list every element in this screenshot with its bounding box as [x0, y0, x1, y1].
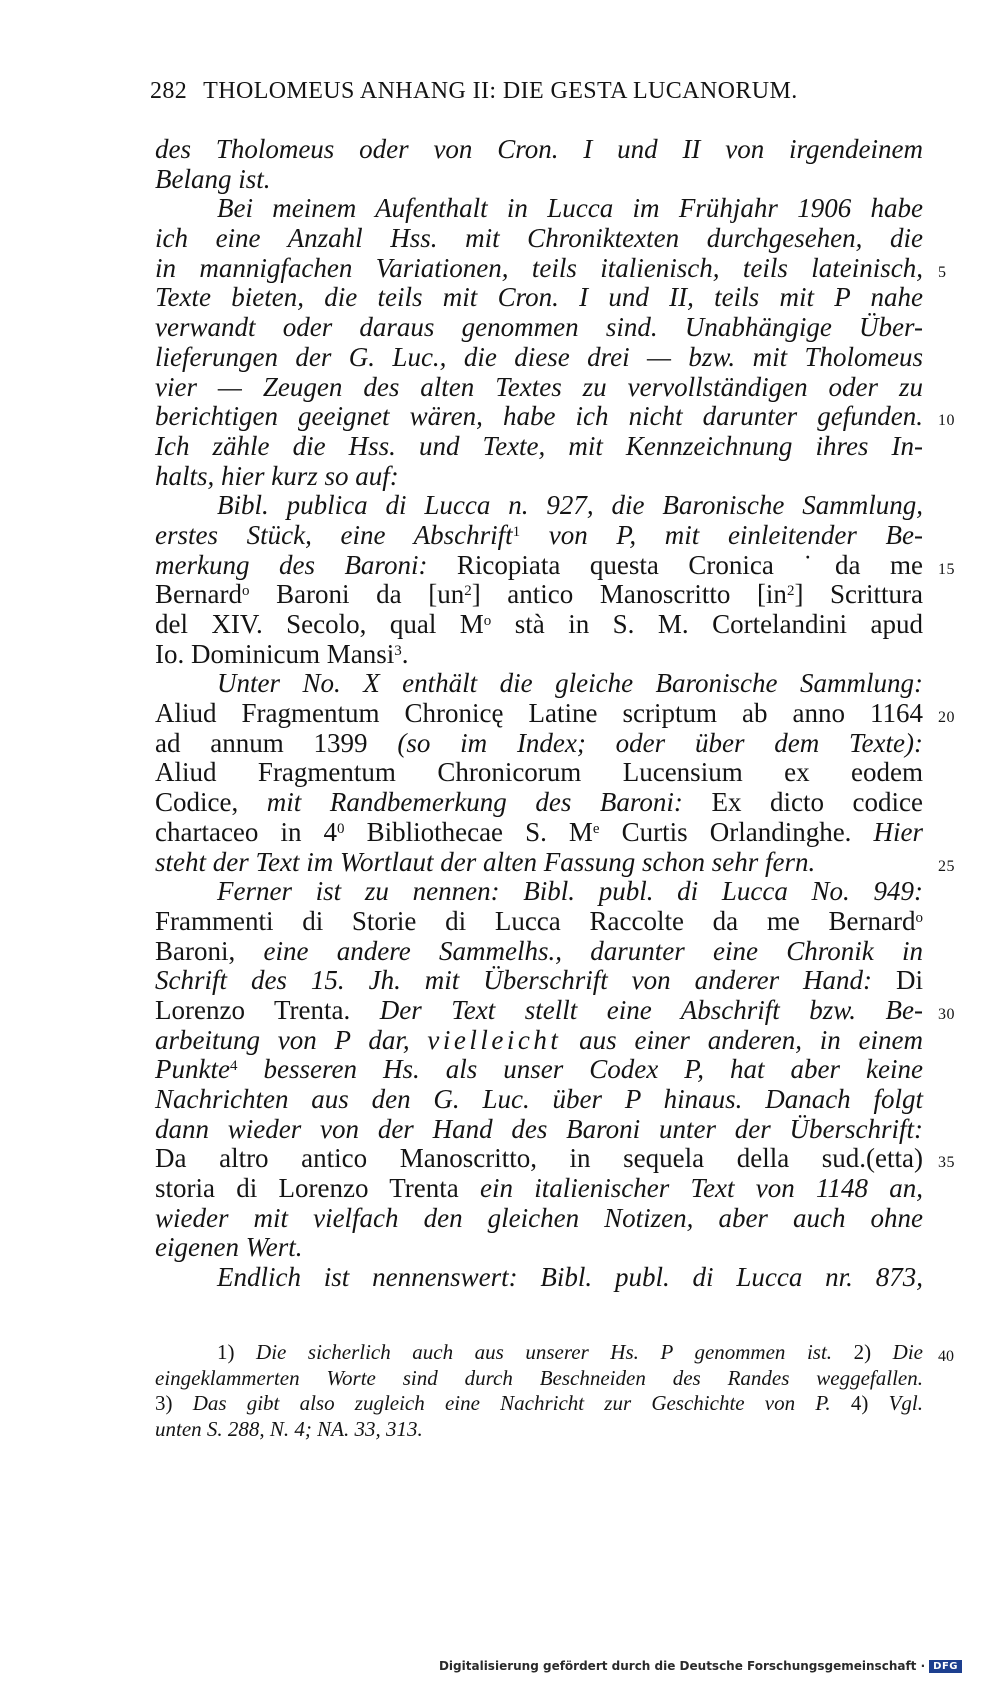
- line-text: Bei meinem Aufenthalt in Lucca im Frühjahr 1906 habe: [217, 193, 923, 224]
- superscript-mark: 2: [786, 583, 795, 600]
- line-number: 15: [938, 560, 955, 578]
- superscript-mark: o: [241, 583, 250, 600]
- text-line: [155, 818, 923, 848]
- text-run: eigenen Wert.: [155, 1232, 303, 1263]
- text-run: Hier: [873, 816, 923, 847]
- text-line: [155, 549, 955, 581]
- line-text: des Tholomeus oder von Cron. I und II von irgendeinem: [155, 134, 923, 164]
- text-line: [155, 224, 923, 254]
- text-line: [155, 1115, 923, 1145]
- text-line: [155, 669, 923, 699]
- text-line: [155, 313, 923, 343]
- line-text: Texte bieten, die teils mit Cron. I und II, teils mit P nahe: [155, 282, 923, 313]
- superscript-mark: 3: [394, 642, 402, 659]
- text-line: [155, 1055, 923, 1085]
- running-title: THOLOMEUS ANHANG II: DIE GESTA LUCANORUM.: [203, 78, 798, 104]
- text-run: Baroni da [un: [249, 579, 465, 610]
- text-run: Lorenzo Trenta.: [155, 994, 380, 1025]
- text-run: ad annum 1399: [155, 727, 398, 758]
- text-run: 4): [830, 1391, 889, 1415]
- text-run: Curtis Orlandinghe.: [599, 816, 874, 847]
- superscript-mark: e: [592, 820, 600, 837]
- text-run: eine andere Sammelhs., darunter eine Chronik in: [263, 935, 923, 966]
- text-run: Baroni,: [155, 935, 264, 966]
- line-text: berichtigen geeignet wären, habe ich nicht darunter gefunden.: [155, 401, 923, 432]
- text-run: Di: [872, 965, 923, 996]
- line-text: in mannigfachen Variationen, teils italienisch, teils lateinisch,: [155, 252, 923, 283]
- footnotes: [155, 1340, 954, 1442]
- text-run: 3): [155, 1391, 193, 1415]
- text-run: unten S. 288, N. 4; NA. 33, 313.: [155, 1416, 423, 1441]
- text-run: besseren Hs. als unser Codex P, hat aber keine: [237, 1054, 923, 1085]
- text-line: [155, 788, 923, 818]
- text-run: aus einer anderen, in einem: [561, 1024, 924, 1055]
- text-line: [155, 1204, 923, 1234]
- text-line: [155, 1233, 923, 1263]
- text-line: [155, 1026, 923, 1056]
- page-number: 282: [150, 78, 188, 104]
- text-line: [155, 491, 923, 521]
- text-run: chartaceo in 4: [155, 816, 338, 847]
- text-line: [155, 343, 923, 373]
- footnote-line: [155, 1391, 923, 1417]
- text-run: stà in S. M. Cortelandini apud: [491, 609, 923, 639]
- text-run: ein italienischer Text von 1148 an,: [480, 1173, 923, 1204]
- text-run: Da altro antico Manoscritto, in sequela della sud.(etta): [155, 1143, 923, 1174]
- line-text: halts, hier kurz so auf:: [155, 460, 399, 491]
- line-number: 40: [938, 1348, 954, 1365]
- line-number: 5: [938, 263, 947, 281]
- text-run: Der Text stellt eine Abschrift bzw. Be-: [379, 994, 924, 1025]
- superscript-mark: 2: [464, 583, 472, 600]
- text-run: Nachrichten aus den G. Luc. über P hinaus. Danach folgt: [155, 1084, 923, 1114]
- text-run: Das gibt also zugleich eine Nachricht zur Geschichte von P.: [192, 1391, 831, 1415]
- text-line: [155, 758, 923, 788]
- text-run: Schrift des 15. Jh. mit Überschrift von anderer Hand:: [155, 965, 873, 996]
- text-run: dann wieder von der Hand des Baroni unter der Überschrift:: [155, 1113, 923, 1144]
- line-text: verwandt oder daraus genommen sind. Unabhängige Über-: [155, 312, 923, 343]
- text-line: [155, 729, 923, 759]
- text-run: Bibliothecae S. M: [344, 816, 593, 847]
- text-run: 2): [832, 1340, 893, 1364]
- text-line: [155, 907, 923, 937]
- superscript-mark: 0: [337, 820, 345, 837]
- superscript-mark: 4: [229, 1058, 238, 1075]
- line-text: Ich zähle die Hss. und Texte, mit Kennzeichnung ihres In-: [155, 430, 923, 461]
- text-line: [155, 432, 923, 462]
- line-number: 25: [938, 857, 955, 875]
- text-run: Bernard: [155, 579, 242, 610]
- text-line: [155, 937, 923, 967]
- running-header: [150, 78, 798, 105]
- text-run: merkung des Baroni:: [155, 549, 457, 580]
- text-run: 1): [217, 1340, 257, 1364]
- text-run: ] antico Manoscritto [in: [471, 579, 787, 610]
- text-line: [155, 994, 955, 1026]
- text-run: Punkte: [155, 1054, 230, 1085]
- text-run: mit Randbemerkung des Baroni:: [266, 787, 683, 818]
- text-run: Ferner ist zu nennen: Bibl. publ. di Lucca No. 949:: [217, 876, 923, 907]
- footnote-line: [155, 1366, 923, 1392]
- digitization-credit: [439, 1659, 962, 1673]
- line-text: Belang ist.: [155, 163, 271, 194]
- text-run: Ex dicto codice: [682, 787, 924, 818]
- text-run: Frammenti di Storie di Lucca Raccolte da me Bernard: [155, 905, 916, 936]
- line-number: 35: [938, 1154, 955, 1172]
- text-line: [155, 698, 955, 729]
- text-run: Io. Dominicum Mansi: [155, 638, 395, 669]
- text-line: [155, 966, 923, 996]
- text-line: [155, 846, 955, 878]
- footnote-line: [155, 1417, 923, 1443]
- text-run: Unter No. X enthält die gleiche Baronische Sammlung:: [217, 668, 923, 699]
- credit-text: Digitalisierung gefördert durch die Deutsche Forschungsgemeinschaft ·: [438, 1659, 926, 1673]
- footnote-line: [155, 1340, 954, 1366]
- text-line: [155, 401, 955, 432]
- text-run: Ricopiata questa Cronica ˙da me: [456, 549, 923, 580]
- text-run: Vgl.: [888, 1391, 923, 1415]
- text-run: Codice,: [155, 787, 267, 818]
- text-run: Die sicherlich auch aus unserer Hs. P genommen ist.: [256, 1340, 833, 1364]
- text-line: [155, 1174, 923, 1204]
- text-run: Bibl. publica di Lucca n. 927, die Baronische Sammlung,: [217, 490, 923, 521]
- text-line: [155, 373, 923, 403]
- superscript-mark: 1: [512, 523, 521, 540]
- text-line: [155, 194, 923, 224]
- text-run: (so im Index; oder über dem Texte):: [397, 727, 923, 758]
- superscript-mark: o: [915, 909, 923, 926]
- text-line: [155, 521, 923, 551]
- text-run: vielleicht: [427, 1024, 562, 1055]
- main-text: [155, 134, 955, 1293]
- line-number: 20: [938, 709, 955, 727]
- text-run: .: [401, 638, 409, 669]
- line-number: 30: [938, 1005, 955, 1023]
- text-run: storia di Lorenzo Trenta: [155, 1173, 480, 1204]
- line-text: vier — Zeugen des alten Textes zu vervollständigen oder zu: [155, 371, 923, 402]
- text-run: Aliud Fragmentum Chronicę Latine scriptum ab anno 1164: [155, 698, 923, 729]
- text-run: steht der Text im Wortlaut der alten Fassung schon sehr fern.: [155, 846, 816, 877]
- text-line: [155, 1085, 923, 1115]
- text-line: [155, 135, 923, 165]
- text-line: [155, 580, 923, 610]
- text-run: erstes Stück, eine Abschrift: [155, 519, 513, 550]
- dfg-logo: DFG: [929, 1660, 962, 1673]
- line-number: 10: [938, 412, 955, 430]
- text-line: [155, 610, 923, 640]
- text-run: ] Scrittura: [794, 579, 923, 610]
- text-run: Endlich ist nennenswert: Bibl. publ. di Lucca nr. 873,: [217, 1262, 923, 1293]
- text-run: arbeitung von P dar,: [155, 1024, 428, 1055]
- text-line: [155, 640, 923, 670]
- text-line: [155, 877, 923, 907]
- text-line: [155, 462, 923, 492]
- text-line: [155, 165, 923, 195]
- text-run: Aliud Fragmentum Chronicorum Lucensium ex eodem: [155, 757, 923, 788]
- text-run: wieder mit vielfach den gleichen Notizen, aber auch ohne: [155, 1202, 923, 1233]
- superscript-mark: o: [483, 612, 492, 629]
- line-text: ich eine Anzahl Hss. mit Chroniktexten durchgesehen, die: [155, 223, 923, 254]
- text-run: von P, mit einleitender Be-: [520, 519, 924, 550]
- text-line: [155, 1143, 955, 1174]
- text-line: [155, 252, 947, 284]
- text-line: [155, 1263, 923, 1293]
- text-run: del XIV. Secolo, qual M: [155, 609, 484, 639]
- line-text: lieferungen der G. Luc., die diese drei — bzw. mit Tholomeus: [155, 341, 923, 372]
- text-run: eingeklammerten Worte sind durch Beschneiden des Randes weggefallen.: [155, 1365, 923, 1390]
- text-run: Die: [892, 1340, 923, 1364]
- text-line: [155, 283, 923, 313]
